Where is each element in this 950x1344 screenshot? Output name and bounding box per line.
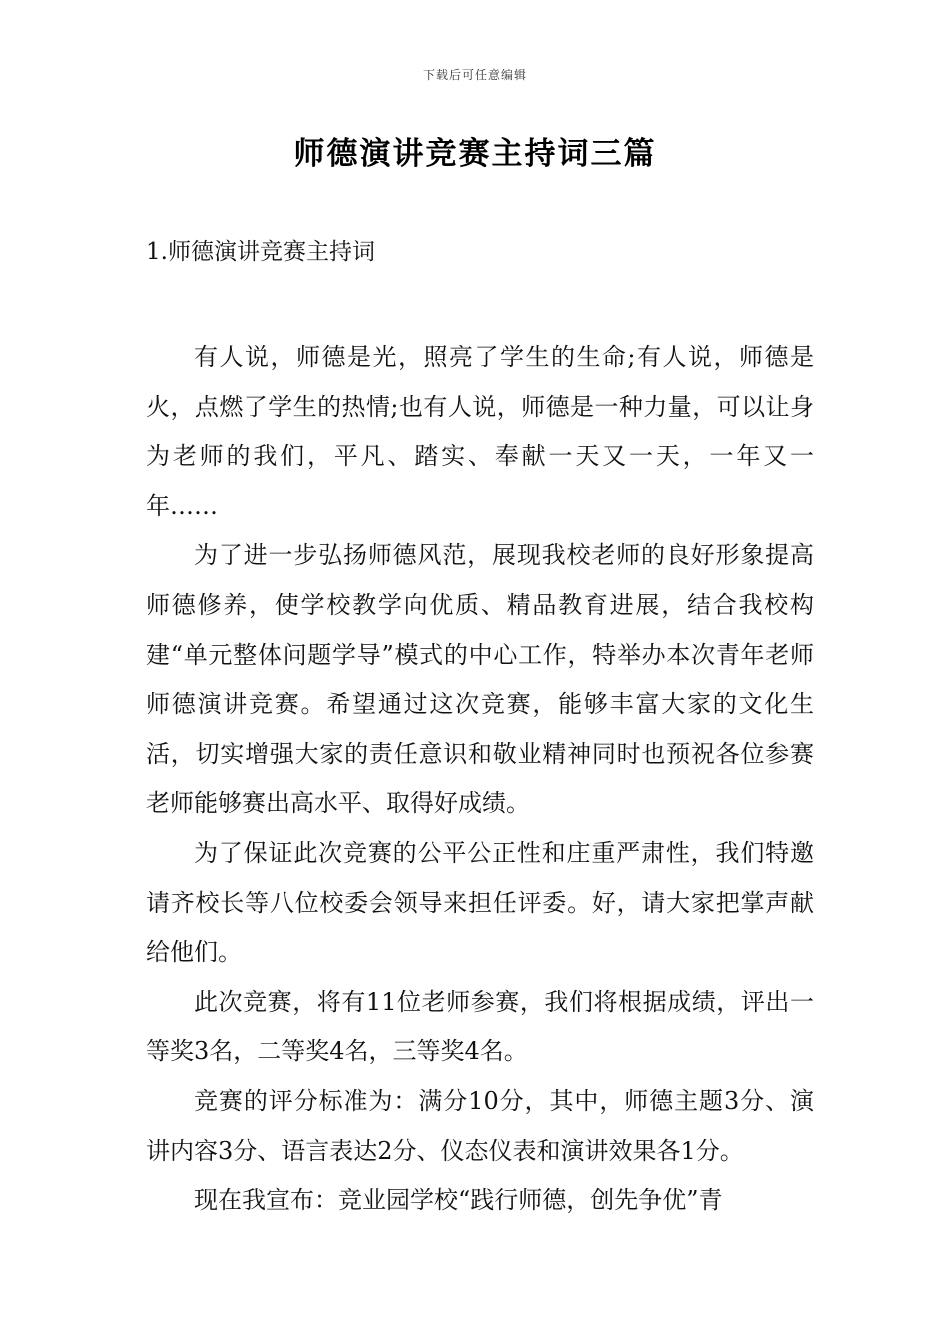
paragraph-1: 有人说，师德是光，照亮了学生的生命;有人说，师德是火，点燃了学生的热情;也有人说，师德是一种力量，可以让身为老师的我们，平凡、踏实、奉献一天又一天，一年又一年…… — [146, 343, 814, 520]
paragraph-4: 此次竞赛，将有11位老师参赛，我们将根据成绩，评出一等奖3名，二等奖4名，三等奖4名。 — [146, 987, 814, 1066]
document-title: 师德演讲竞赛主持词三篇 — [293, 136, 657, 172]
paragraph-5: 竞赛的评分标准为：满分10分，其中，师德主题3分、演讲内容3分、语言表达2分、仪态仪表和演讲效果各1分。 — [146, 1086, 814, 1165]
paragraph-2: 为了进一步弘扬师德风范，展现我校老师的良好形象提高师德修养，使学校教学向优质、精品教育进展，结合我校构建“单元整体问题学导”模式的中心工作，特举办本次青年老师师德演讲竞赛。希望通过这次竞赛，能够丰富大家的文化生活，切实增强大家的责任意识和敬业精神同时也预祝各位参赛老师能够赛出高水平、取得好成绩。 — [146, 541, 814, 818]
paragraph-3: 为了保证此次竞赛的公平公正性和庄重严肃性，我们特邀请齐校长等八位校委会领导来担任评委。好，请大家把掌声献给他们。 — [146, 838, 814, 967]
section-heading: 1.师德演讲竞赛主持词 — [146, 239, 375, 265]
document-body — [146, 333, 814, 1226]
paragraph-6: 现在我宣布：竞业园学校“践行师德，创先争优”青 — [194, 1186, 723, 1215]
header-note: 下载后可任意编辑 — [422, 68, 527, 82]
